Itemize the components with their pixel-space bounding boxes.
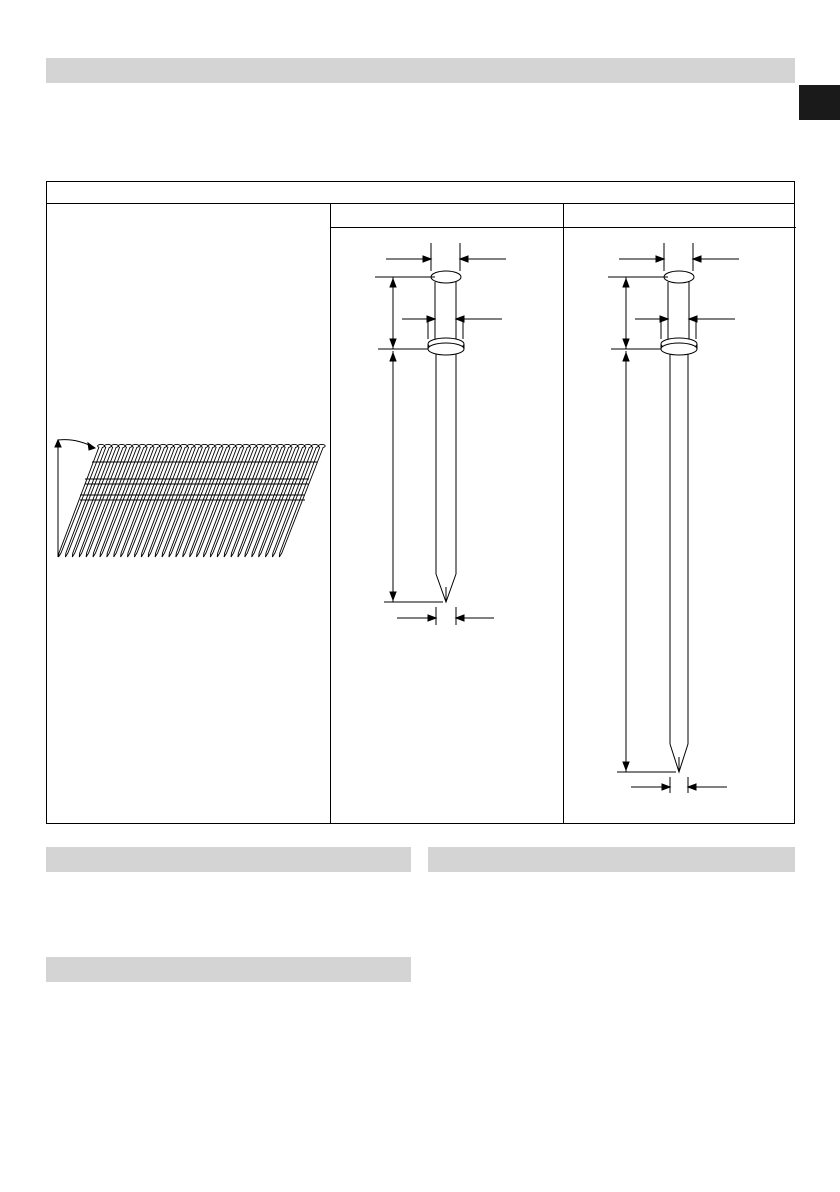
nail-spec-table <box>46 181 795 824</box>
section-bar-left-bottom <box>46 957 411 982</box>
nail-dimension-drawing-short <box>330 227 563 822</box>
nail-dimension-drawing-long <box>563 227 796 822</box>
section-header-bar <box>46 58 795 83</box>
language-tab[interactable] <box>799 85 840 120</box>
section-bar-right-top <box>428 847 795 872</box>
nail-strip-illustration <box>47 182 330 822</box>
section-bar-left-top <box>46 847 411 872</box>
strip-nail <box>59 444 105 557</box>
strip-nail <box>65 444 111 557</box>
